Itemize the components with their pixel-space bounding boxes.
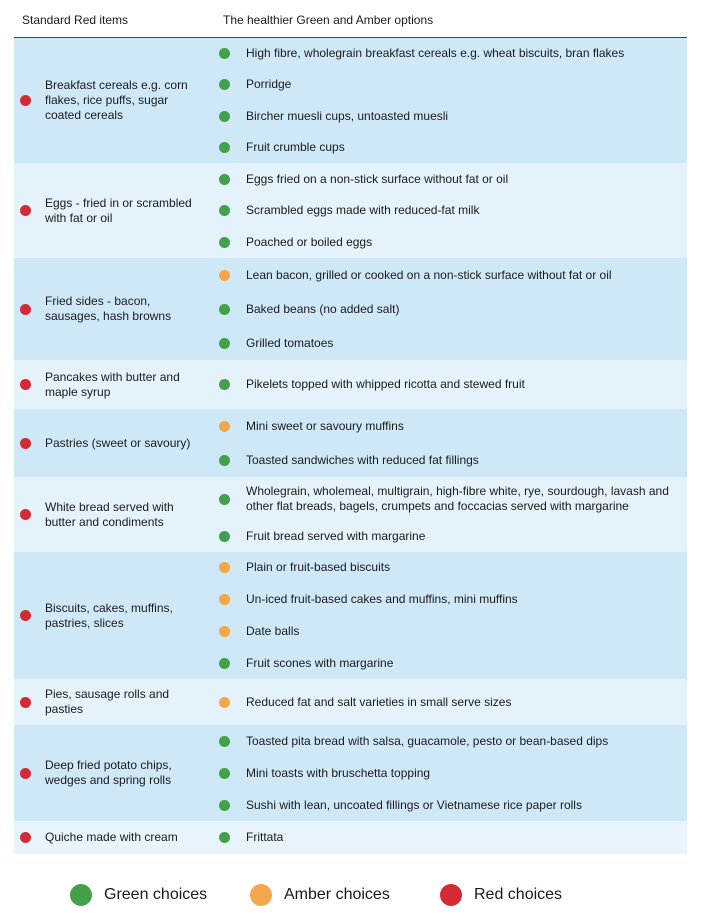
option-label: Mini toasts with bruschetta topping: [246, 765, 431, 780]
options-cell: [219, 477, 687, 552]
option-item: [219, 583, 687, 615]
red-item-label: Pastries (sweet or savoury): [45, 435, 191, 450]
red-dot-icon: [20, 95, 31, 106]
green-dot-icon: [219, 455, 230, 466]
table-row: [14, 821, 687, 854]
options-cell: [219, 360, 687, 409]
options-cell: [219, 163, 687, 258]
option-item: [219, 195, 687, 226]
options-cell: [219, 679, 687, 725]
red-item-label: Breakfast cereals e.g. corn flakes, rice puffs, sugar coated cereals: [45, 78, 188, 122]
red-item-cell: [14, 552, 219, 679]
red-legend-dot-icon: [440, 884, 462, 906]
green-dot-icon: [219, 531, 230, 542]
option-item: [219, 68, 687, 100]
header-green-amber-options: The healthier Green and Amber options: [223, 13, 434, 27]
red-item-cell: [14, 725, 219, 821]
option-label: Fruit bread served with margarine: [246, 529, 426, 543]
option-item: [219, 292, 687, 326]
red-item-label: Pancakes with butter and maple syrup: [45, 369, 180, 399]
table-row: [14, 360, 687, 409]
red-item-cell: [14, 38, 219, 163]
option-label: Lean bacon, grilled or cooked on a non-stick surface without fat or oil: [246, 267, 612, 282]
green-dot-icon: [219, 379, 230, 390]
red-dot-icon: [20, 768, 31, 779]
option-label: Date balls: [246, 623, 300, 638]
red-item-cell: [14, 821, 219, 854]
red-item-label: Pies, sausage rolls and pasties: [45, 687, 170, 716]
option-label: Pikelets topped with whipped ricotta and stewed fruit: [246, 377, 525, 391]
red-item-cell: [14, 258, 219, 360]
amber-dot-icon: [219, 562, 230, 573]
table-row: [14, 725, 687, 821]
option-label: Mini sweet or savoury muffins: [246, 418, 404, 433]
red-item-label: Quiche made with cream: [45, 830, 178, 844]
table-row: [14, 38, 687, 163]
table-row: [14, 477, 687, 552]
legend-label: Red choices: [474, 886, 563, 903]
green-dot-icon: [219, 237, 230, 248]
option-label: Porridge: [246, 76, 292, 91]
option-item: [219, 679, 687, 725]
green-dot-icon: [219, 304, 230, 315]
option-label: Bircher muesli cups, untoasted muesli: [246, 108, 449, 123]
green-legend-dot-icon: [70, 884, 92, 906]
green-dot-icon: [219, 142, 230, 153]
green-dot-icon: [219, 832, 230, 843]
option-item: [219, 443, 687, 477]
option-label: Scrambled eggs made with reduced-fat milk: [246, 203, 480, 217]
option-label: Poached or boiled eggs: [246, 234, 373, 249]
option-item: [219, 409, 687, 443]
option-label: Un-iced fruit-based cakes and muffins, mini muffins: [246, 591, 518, 606]
red-dot-icon: [20, 379, 31, 390]
option-label: High fibre, wholegrain breakfast cereals e.g. wheat biscuits, bran flakes: [246, 45, 625, 60]
option-label: Frittata: [246, 830, 284, 844]
red-dot-icon: [20, 610, 31, 621]
option-item: [219, 226, 687, 258]
green-dot-icon: [219, 111, 230, 122]
red-dot-icon: [20, 697, 31, 708]
red-dot-icon: [20, 509, 31, 520]
table-row: [14, 409, 687, 477]
option-item: [219, 132, 687, 163]
legend: [0, 880, 701, 910]
green-dot-icon: [219, 79, 230, 90]
legend-label: Amber choices: [284, 886, 390, 903]
red-item-label: White bread served with butter and condiments: [45, 499, 174, 529]
green-dot-icon: [219, 768, 230, 779]
table-row: [14, 552, 687, 679]
option-item: [219, 789, 687, 821]
green-dot-icon: [219, 48, 230, 59]
red-dot-icon: [20, 832, 31, 843]
option-item: [219, 100, 687, 132]
red-dot-icon: [20, 304, 31, 315]
red-item-cell: [14, 679, 219, 725]
amber-dot-icon: [219, 594, 230, 605]
option-item: [219, 552, 687, 583]
amber-dot-icon: [219, 421, 230, 432]
red-dot-icon: [20, 205, 31, 216]
red-item-label: Biscuits, cakes, muffins, pastries, slices: [45, 600, 173, 630]
green-dot-icon: [219, 174, 230, 185]
option-label: Toasted sandwiches with reduced fat fillings: [246, 452, 479, 467]
amber-dot-icon: [219, 270, 230, 281]
options-cell: [219, 552, 687, 679]
red-item-label: Deep fried potato chips, wedges and spring rolls: [45, 758, 172, 787]
options-cell: [219, 38, 687, 163]
green-dot-icon: [219, 736, 230, 747]
red-item-label: Fried sides - bacon, sausages, hash browns: [45, 294, 172, 323]
table-row: [14, 679, 687, 725]
option-label: Toasted pita bread with salsa, guacamole, pesto or bean-based dips: [246, 733, 609, 748]
legend-red: [440, 884, 562, 906]
option-item: [219, 360, 687, 409]
options-cell: [219, 725, 687, 821]
options-cell: [219, 258, 687, 360]
option-label: Fruit crumble cups: [246, 140, 345, 154]
legend-green: [70, 884, 207, 906]
amber-dot-icon: [219, 697, 230, 708]
option-label: Baked beans (no added salt): [246, 301, 400, 316]
header-red-items: Standard Red items: [22, 13, 129, 27]
option-label: Fruit scones with margarine: [246, 655, 394, 670]
option-label: Grilled tomatoes: [246, 335, 334, 350]
red-item-cell: [14, 409, 219, 477]
red-item-label: Eggs - fried in or scrambled with fat or oil: [45, 195, 192, 225]
table-row: [14, 163, 687, 258]
legend-label: Green choices: [104, 886, 208, 903]
green-dot-icon: [219, 205, 230, 216]
option-item: [219, 163, 687, 195]
table-header: [14, 0, 687, 38]
amber-legend-dot-icon: [250, 884, 272, 906]
option-item: [219, 38, 687, 68]
green-dot-icon: [219, 338, 230, 349]
green-dot-icon: [219, 658, 230, 669]
green-dot-icon: [219, 494, 230, 505]
red-item-cell: [14, 360, 219, 409]
green-dot-icon: [219, 800, 230, 811]
legend-amber: [250, 884, 390, 906]
choices-table: [14, 38, 687, 854]
option-item: [219, 477, 687, 521]
option-item: [219, 326, 687, 360]
table-row: [14, 258, 687, 360]
red-item-cell: [14, 477, 219, 552]
option-label: Sushi with lean, uncoated fillings or Vietnamese rice paper rolls: [246, 797, 582, 812]
option-item: [219, 821, 687, 854]
option-label: Reduced fat and salt varieties in small serve sizes: [246, 694, 512, 709]
amber-dot-icon: [219, 626, 230, 637]
option-label: Wholegrain, wholemeal, multigrain, high-fibre white, rye, sourdough, lavash and other flat breads, bagels, crumpets and foccacias served with margarine: [246, 484, 669, 513]
red-item-cell: [14, 163, 219, 258]
option-item: [219, 725, 687, 757]
option-item: [219, 521, 687, 552]
option-item: [219, 647, 687, 679]
options-cell: [219, 409, 687, 477]
option-label: Eggs fried on a non-stick surface without fat or oil: [246, 171, 509, 186]
option-item: [219, 615, 687, 647]
option-item: [219, 258, 687, 292]
options-cell: [219, 821, 687, 854]
red-dot-icon: [20, 438, 31, 449]
option-item: [219, 757, 687, 789]
option-label: Plain or fruit-based biscuits: [246, 560, 391, 574]
